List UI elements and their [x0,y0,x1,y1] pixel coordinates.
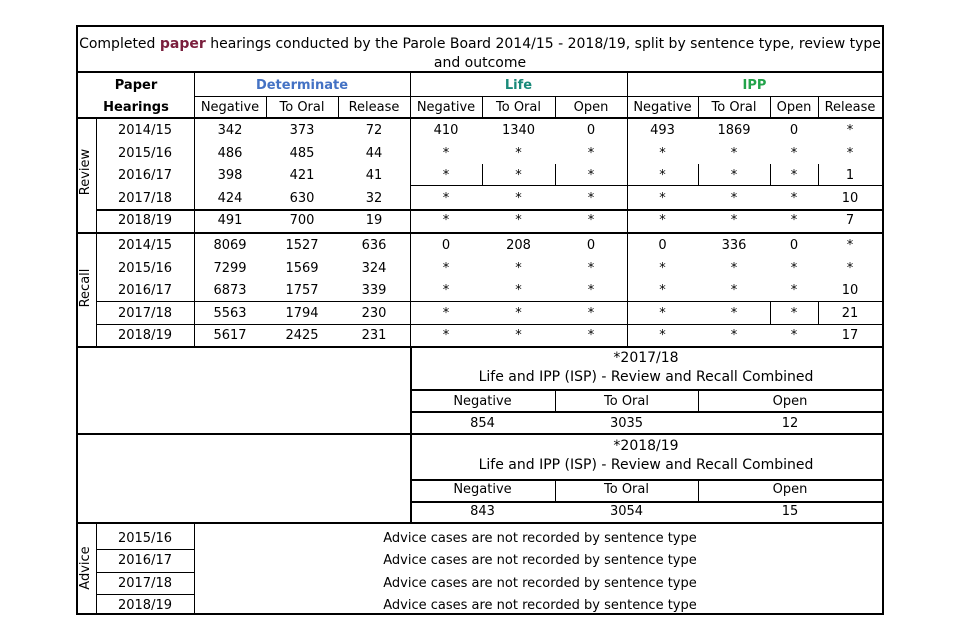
table-cell: 8069 [213,238,247,253]
table-cell: 0 [789,123,799,138]
corner-label-hearings: Hearings [103,100,169,115]
table-cell: 0 [789,238,799,253]
table-cell: 72 [365,123,383,138]
table-cell: 41 [365,168,383,183]
grid-line [96,324,882,325]
grid-line [818,301,819,324]
column-header: Release [824,100,876,115]
table-cell: 373 [289,123,315,138]
column-header: To Oral [496,100,541,115]
grid-line [194,96,882,97]
combined-header: Open [772,482,808,497]
table-cell: 342 [217,123,243,138]
advice-year: 2018/19 [117,598,172,613]
table-cell: * [587,283,595,298]
row-year: 2017/18 [117,306,172,321]
grid-line [194,209,882,211]
grid-line [96,549,194,550]
table-cell: 231 [361,328,387,343]
grid-line [76,346,884,348]
grid-line [338,96,339,117]
grid-line [76,117,884,119]
table-cell: * [659,168,666,183]
table-cell: 10 [841,191,859,206]
table-cell: 630 [289,191,315,206]
grid-line [555,164,556,185]
table-cell: * [730,213,738,228]
table-cell: * [442,168,450,183]
row-year: 2015/16 [117,261,172,276]
combined-value: 843 [470,504,495,519]
table-cell: 485 [289,146,315,161]
table-cell: 5617 [213,328,247,343]
table-cell: 493 [650,123,675,138]
column-header: Release [348,100,400,115]
table-cell: 230 [361,306,387,321]
combined-subtitle: Life and IPP (ISP) - Review and Recall Combined [478,457,814,473]
table-cell: * [659,191,666,206]
table-cell: 1569 [285,261,319,276]
table-cell: * [587,213,595,228]
grid-line [770,96,771,117]
table-cell: * [515,191,522,206]
table-cell: * [730,191,738,206]
table-cell: 700 [289,213,315,228]
table-cell: 6873 [213,283,247,298]
table-cell: 32 [365,191,383,206]
table-cell: 1757 [285,283,319,298]
table-cell: 44 [365,146,383,161]
table-cell: * [790,191,798,206]
combined-header: Negative [453,394,512,409]
table-cell: * [587,146,595,161]
table-cell: * [587,306,595,321]
column-header: Negative [633,100,692,115]
grid-line [410,185,882,186]
grid-line [96,301,882,302]
table-cell: * [659,328,666,343]
table-cell: * [659,283,666,298]
table-cell: * [790,168,798,183]
grid-line [194,522,195,614]
table-cell: 1869 [717,123,751,138]
table-cell: 1 [845,168,855,183]
group-ipp: IPP [742,78,767,93]
grid-line [482,164,483,185]
table-cell: 17 [841,328,859,343]
grid-line [96,594,194,595]
table-cell: 10 [841,283,859,298]
table-cell: * [587,168,595,183]
table-cell: * [515,261,522,276]
table-cell: 636 [361,238,387,253]
table-cell: * [790,213,798,228]
combined-header: Negative [453,482,512,497]
table-cell: * [515,306,522,321]
grid-line [482,96,483,117]
table-cell: 410 [433,123,459,138]
combined-header: To Oral [604,394,649,409]
table-cell: * [730,146,738,161]
table-cell: * [442,191,450,206]
row-year: 2016/17 [117,283,172,298]
table-cell: 7299 [213,261,247,276]
combined-year: *2017/18 [613,350,679,366]
table-cell: 491 [217,213,243,228]
table-cell: 208 [506,238,531,253]
row-year: 2017/18 [117,191,172,206]
table-cell: * [730,261,738,276]
table-cell: 339 [361,283,387,298]
table-cell: * [587,191,595,206]
table-cell: * [846,238,854,253]
group-determinate: Determinate [255,78,349,93]
grid-line [76,522,884,524]
table-title [76,25,884,73]
table-cell: 21 [841,306,859,321]
table-cell: * [515,213,522,228]
grid-line [818,164,819,185]
table-cell: * [659,213,666,228]
side-label-review: Review [78,148,93,196]
table-cell: * [846,261,854,276]
advice-note: Advice cases are not recorded by sentence type [383,598,697,613]
column-header: Open [776,100,812,115]
table-cell: * [730,283,738,298]
grid-line [410,389,882,391]
table-cell: 0 [586,123,596,138]
table-cell: 0 [658,238,667,253]
combined-value: 3054 [609,504,644,519]
table-cell: 398 [217,168,243,183]
corner-label-paper: Paper [114,78,158,93]
table-cell: * [730,168,738,183]
grid-line [555,96,556,117]
side-label-advice: Advice [78,546,93,590]
table-cell: * [515,168,522,183]
grid-line [76,232,884,234]
table-cell: * [790,146,798,161]
combined-value: 12 [781,416,799,431]
advice-year: 2015/16 [117,531,172,546]
table-cell: 2425 [285,328,319,343]
table-cell: * [587,261,595,276]
title-highlight: paper [159,36,206,52]
table-cell: 1340 [501,123,536,138]
table-cell: 5563 [213,306,247,321]
table-cell: * [790,283,798,298]
table-cell: 421 [289,168,315,183]
table-cell: * [442,213,450,228]
table-cell: 424 [217,191,243,206]
row-year: 2018/19 [117,213,172,228]
combined-value: 3035 [609,416,644,431]
table-cell: * [659,261,666,276]
grid-line [96,572,194,573]
combined-value: 15 [781,504,799,519]
table-cell: * [442,146,450,161]
advice-year: 2016/17 [117,553,172,568]
advice-note: Advice cases are not recorded by sentence type [383,576,697,591]
column-header: To Oral [279,100,325,115]
table-cell: 336 [721,238,747,253]
row-year: 2014/15 [117,123,172,138]
table-cell: * [442,283,450,298]
row-year: 2014/15 [117,238,172,253]
grid-line [698,164,699,185]
table-cell: * [515,328,522,343]
table-cell: * [515,283,522,298]
table-cell: 324 [361,261,387,276]
table-cell: * [730,328,738,343]
combined-subtitle: Life and IPP (ISP) - Review and Recall Combined [478,369,814,385]
grid-line [818,96,819,117]
table-cell: 486 [217,146,243,161]
table-cell: * [730,306,738,321]
combined-header: To Oral [604,482,649,497]
column-header: Negative [200,100,260,115]
title-prefix: Completed [79,36,160,52]
table-cell: * [790,328,798,343]
table-cell: 1794 [285,306,319,321]
table-cell: 7 [845,213,855,228]
table-cell: * [790,306,798,321]
grid-line [698,96,699,117]
grid-line [770,164,771,185]
grid-line [96,209,194,211]
row-year: 2015/16 [117,146,172,161]
advice-note: Advice cases are not recorded by sentence type [383,531,697,546]
table-cell: * [846,146,854,161]
table-cell: 1527 [285,238,319,253]
combined-value: 854 [470,416,495,431]
table-cell: * [442,306,450,321]
table-cell: * [790,261,798,276]
advice-note: Advice cases are not recorded by sentence type [383,553,697,568]
table-cell: * [442,261,450,276]
column-header: Negative [416,100,476,115]
table-cell: * [515,146,522,161]
table-cell: * [659,306,666,321]
row-year: 2018/19 [117,328,172,343]
column-header: Open [573,100,609,115]
column-header: To Oral [711,100,757,115]
table-cell: * [846,123,854,138]
grid-line [266,96,267,117]
table-cell: 19 [365,213,383,228]
advice-year: 2017/18 [117,576,172,591]
title-suffix: hearings conducted by the Parole Board 2014/15 - 2018/19, split by sentence type, review type and outcome [205,36,881,71]
table-cell: 0 [586,238,596,253]
combined-header: Open [772,394,808,409]
table-cell: * [442,328,450,343]
group-life: Life [504,78,533,93]
table-cell: 0 [441,238,451,253]
row-year: 2016/17 [117,168,172,183]
combined-year: *2018/19 [613,438,679,454]
table-cell: * [587,328,595,343]
side-label-recall: Recall [78,268,93,308]
grid-line [770,301,771,324]
table-cell: * [659,146,666,161]
